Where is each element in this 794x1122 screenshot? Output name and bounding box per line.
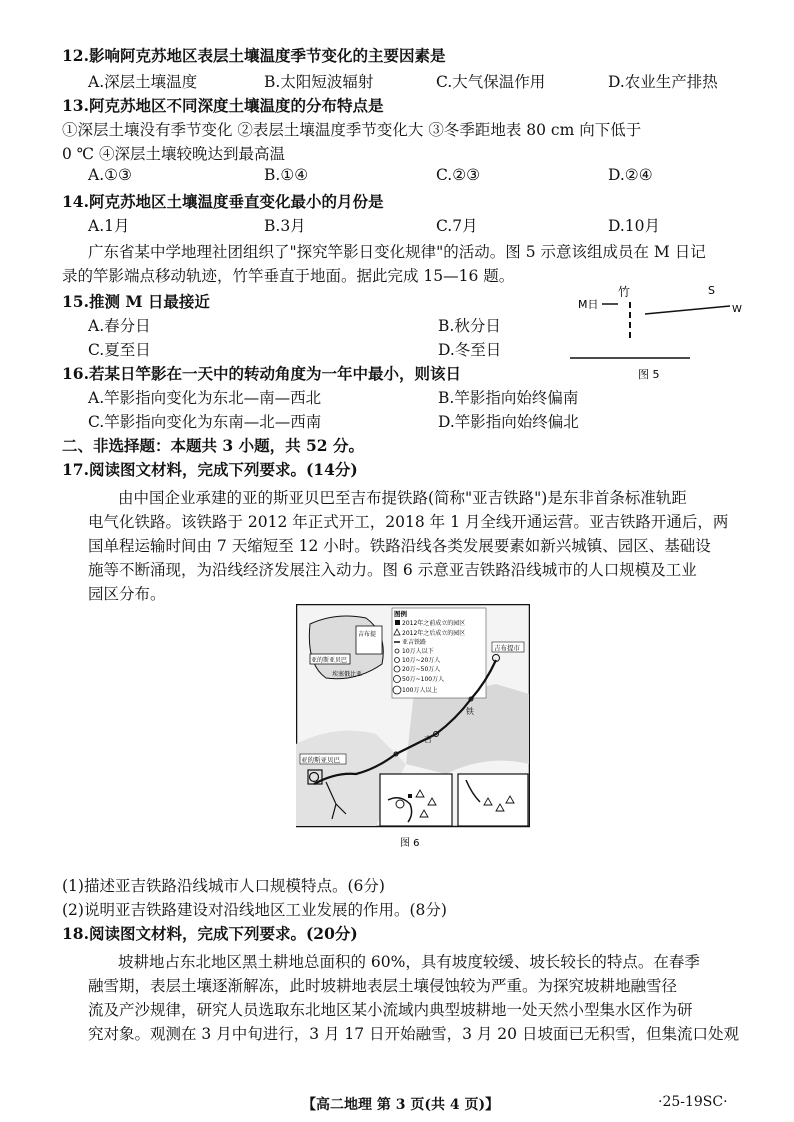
- fig6-park-old-1: [408, 794, 412, 798]
- fig6-legend-mark-0: [395, 620, 400, 625]
- fig6-legend-title: 图例: [394, 610, 407, 618]
- q18-stem: 18.阅读图文材料，完成下列要求。(20分): [62, 924, 358, 943]
- q15-option-b: B.秋分日: [438, 317, 501, 335]
- q13-statements-line2: 0 ℃ ④深层土壤较晚达到最高温: [62, 145, 286, 163]
- q15-stem: 15.推测 M 日最接近: [62, 292, 210, 311]
- q14-option-a: A.1月: [88, 217, 130, 235]
- q17-para-line1: 由中国企业承建的亚的斯亚贝巴至吉布提铁路(简称"亚吉铁路")是东非首条标准轨距: [118, 489, 687, 507]
- footer-code: ·25-19SC·: [658, 1094, 728, 1110]
- q18-para-line1: 坡耕地占东北地区黑土耕地总面积的 60%，具有坡度较缓、坡长较长的特点。在春季: [118, 953, 700, 971]
- q13-stem: 13.阿克苏地区不同深度土壤温度的分布特点是: [62, 96, 384, 115]
- fig5-label-s: S: [708, 284, 715, 297]
- q15-option-d: D.冬至日: [438, 341, 502, 359]
- fig5-label-top: 竹: [618, 285, 631, 299]
- fig5-shadow-track: [645, 306, 730, 314]
- q17-para-line4: 施等不断涌现，为沿线经济发展注入动力。图 6 示意亚吉铁路沿线城市的人口规模及工业: [88, 561, 697, 579]
- q15-option-c: C.夏至日: [88, 341, 151, 359]
- fig6-inset-ethiopia: 埃塞俄比亚: [332, 671, 363, 678]
- footer-page-info: 【高二地理 第 3 页(共 4 页)】: [302, 1097, 500, 1113]
- fig6-label-rail-1: 铁: [466, 707, 474, 716]
- fig6-legend-3: 10万人以下: [402, 648, 434, 655]
- fig6-label-addis: 亚的斯亚贝巴: [301, 756, 340, 764]
- q12-option-c: C.大气保温作用: [436, 73, 546, 91]
- q17-para-line5: 园区分布。: [88, 585, 166, 603]
- fig6-legend-2: 亚吉铁路: [402, 639, 427, 646]
- fig6-legend-7: 100万人以上: [402, 687, 438, 694]
- fig6-legend-4: 10万~20万人: [402, 657, 441, 664]
- fig6-inset-industrial-1: [380, 774, 452, 826]
- q12-option-a: A.深层土壤温度: [88, 73, 198, 91]
- section-2-heading: 二、非选择题：本题共 3 小题，共 52 分。: [62, 436, 364, 455]
- q13-option-c: C.②③: [436, 166, 481, 184]
- fig6-inset-addis: 亚的斯亚贝巴: [311, 657, 348, 664]
- q18-para-line4: 究对象。观测在 3 月中旬进行，3 月 17 日开始融雪，3 月 20 日坡面已无积雪，但集流口处观: [88, 1025, 739, 1043]
- fig6-legend-5: 20万~50万人: [402, 666, 441, 673]
- figure-5: [570, 282, 750, 382]
- fig5-label-w: W: [732, 304, 742, 315]
- q16-option-d: D.竿影指向始终偏北: [438, 413, 579, 431]
- q12-option-b: B.太阳短波辐射: [264, 73, 374, 91]
- q13-statements-line1: ①深层土壤没有季节变化 ②表层土壤温度季节变化大 ③冬季距地表 80 cm 向下低于: [62, 121, 642, 139]
- q12-stem: 12.影响阿克苏地区表层土壤温度季节变化的主要因素是: [62, 46, 446, 65]
- q15-option-a: A.春分日: [88, 317, 151, 335]
- intro-15-16-line2: 录的竿影端点移动轨迹，竹竿垂直于地面。据此完成 15—16 题。: [62, 267, 515, 285]
- q17-para-line2: 电气化铁路。该铁路于 2012 年正式开工，2018 年 1 月全线开通运营。亚吉铁路开通后，两: [88, 513, 729, 531]
- q13-option-b: B.①④: [264, 166, 309, 184]
- q16-option-b: B.竿影指向始终偏南: [438, 389, 579, 407]
- q12-option-d: D.农业生产排热: [608, 73, 718, 91]
- q17-sub2: (2)说明亚吉铁路建设对沿线地区工业发展的作用。(8分): [62, 901, 447, 919]
- q17-stem: 17.阅读图文材料，完成下列要求。(14分): [62, 460, 358, 479]
- q16-option-a: A.竿影指向变化为东北—南—西北: [88, 389, 322, 407]
- fig5-caption: 图 5: [638, 368, 660, 381]
- q18-para-line2: 融雪期，表层土壤逐渐解冻，此时坡耕地表层土壤侵蚀较为严重。为探究坡耕地融雪径: [88, 977, 678, 995]
- q14-stem: 14.阿克苏地区土壤温度垂直变化最小的月份是: [62, 192, 384, 211]
- fig6-caption: 图 6: [400, 838, 420, 849]
- q14-option-b: B.3月: [264, 217, 306, 235]
- fig6-inset-djibouti: 吉布提: [358, 631, 377, 638]
- q14-option-d: D.10月: [608, 217, 661, 235]
- q13-option-d: D.②④: [608, 166, 653, 184]
- fig5-label-m: M日: [578, 298, 599, 311]
- q16-stem: 16.若某日竿影在一天中的转动角度为一年中最小，则该日: [62, 364, 461, 383]
- q17-sub1: (1)描述亚吉铁路沿线城市人口规模特点。(6分): [62, 877, 385, 895]
- figure-6-map: [296, 604, 530, 852]
- q14-option-c: C.7月: [436, 217, 478, 235]
- q16-option-c: C.竿影指向变化为东南—北—西南: [88, 413, 322, 431]
- fig6-inset-industrial-2: [458, 774, 528, 826]
- fig6-legend-1: 2012年之后成立的园区: [402, 630, 466, 637]
- q17-para-line3: 国单程运输时间由 7 天缩短至 12 小时。铁路沿线各类发展要素如新兴城镇、园区、基础设: [88, 537, 711, 555]
- fig6-legend-0: 2012年之前成立的园区: [402, 620, 466, 627]
- intro-15-16-line1: 广东省某中学地理社团组织了"探究竿影日变化规律"的活动。图 5 示意该组成员在 M 日记: [88, 243, 706, 261]
- q18-para-line3: 流及产沙规律，研究人员选取东北地区某小流域内典型坡耕地一处天然小型集水区作为研: [88, 1001, 693, 1019]
- q13-option-a: A.①③: [88, 166, 132, 184]
- fig6-label-rail-2: 吉: [424, 735, 432, 744]
- fig6-label-djibouti: 吉布提市: [494, 644, 520, 652]
- fig6-legend-6: 50万~100万人: [402, 676, 445, 683]
